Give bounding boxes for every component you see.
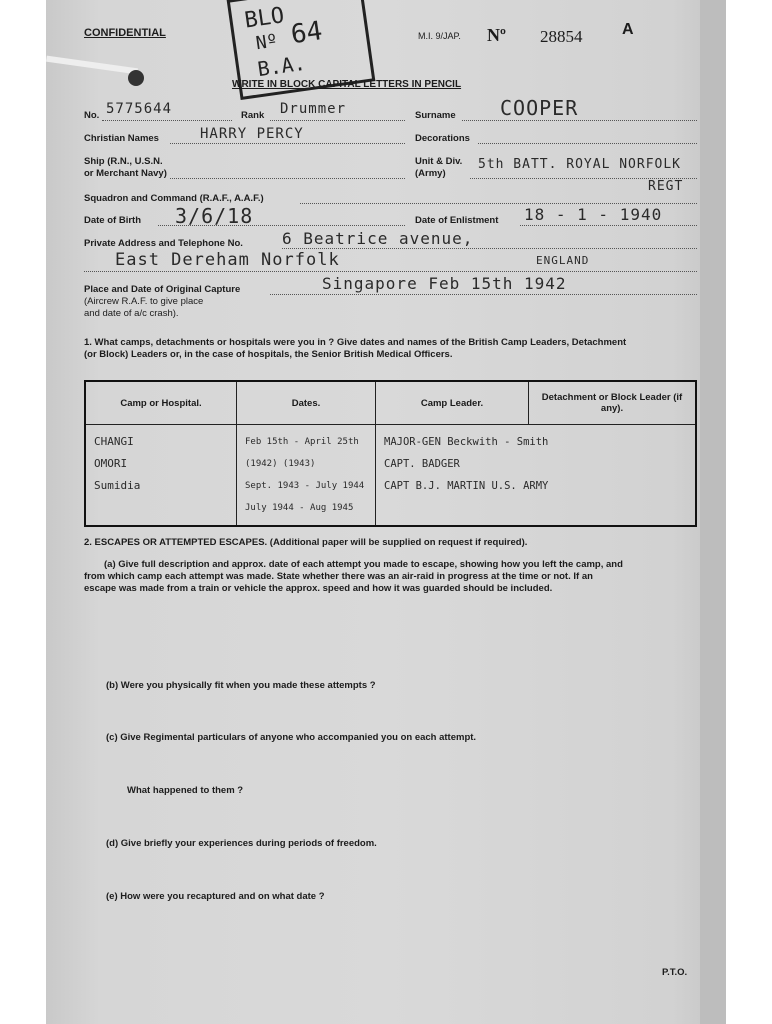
leader-cell: CAPT B.J. MARTIN U.S. ARMY bbox=[384, 480, 549, 492]
no-value: 5775644 bbox=[106, 101, 173, 117]
table-header-row bbox=[85, 381, 696, 425]
unit-value-2: REGT bbox=[648, 179, 684, 194]
decorations-label: Decorations bbox=[415, 133, 470, 144]
col-detachment: Detachment or Block Leader (if any). bbox=[529, 381, 697, 425]
stamp-line3: B.A. bbox=[255, 50, 307, 82]
form-letter: A bbox=[622, 21, 634, 38]
serial-no-label: Nº bbox=[487, 25, 506, 45]
squadron-line bbox=[300, 203, 697, 204]
unit-value: 5th BATT. ROYAL NORFOLK bbox=[478, 157, 682, 172]
question-2c: (c) Give Regimental particulars of anyone who accompanied you on each attempt. bbox=[106, 732, 477, 743]
dob-value: 3/6/18 bbox=[175, 204, 254, 228]
surname-label: Surname bbox=[415, 110, 456, 121]
ref-label: M.I. 9/JAP. bbox=[418, 31, 461, 41]
stamp-number: 64 bbox=[289, 16, 325, 51]
surname-value: COOPER bbox=[500, 96, 579, 120]
camps-table bbox=[84, 380, 697, 527]
capture-label-3: and date of a/c crash). bbox=[84, 308, 179, 319]
question-2-title: 2. ESCAPES OR ATTEMPTED ESCAPES. (Additional paper will be supplied on request if required). bbox=[84, 537, 528, 548]
no-line bbox=[102, 120, 232, 121]
dates-cell: July 1944 - Aug 1945 bbox=[245, 503, 354, 513]
capture-label-2: (Aircrew R.A.F. to give place bbox=[84, 296, 204, 307]
rank-line bbox=[270, 120, 405, 121]
capture-line bbox=[270, 294, 697, 295]
no-label: No. bbox=[84, 110, 100, 121]
unit-label: Unit & Div. bbox=[415, 156, 463, 167]
address-line bbox=[282, 248, 697, 249]
question-2d: (d) Give briefly your experiences during periods of freedom. bbox=[106, 838, 377, 849]
col-camp: Camp or Hospital. bbox=[85, 381, 237, 425]
surname-line bbox=[462, 120, 697, 121]
question-2c-followup: What happened to them ? bbox=[127, 785, 244, 796]
leader-cell: MAJOR-GEN Beckwith - Smith bbox=[384, 436, 549, 448]
rank-label: Rank bbox=[241, 110, 265, 121]
paper-edge bbox=[700, 0, 726, 1024]
address-line-2 bbox=[84, 271, 697, 272]
instruction-heading: WRITE IN BLOCK CAPITAL LETTERS IN PENCIL bbox=[232, 79, 462, 90]
capture-value: Singapore Feb 15th 1942 bbox=[322, 274, 567, 293]
stamp-line1: BLO bbox=[243, 3, 286, 34]
enlistment-label: Date of Enlistment bbox=[415, 215, 499, 226]
question-1: 1. What camps, detachments or hospitals were you in ? Give dates and names of the British Camp Leaders, Detachment bbox=[84, 337, 627, 348]
decorations-line bbox=[478, 143, 697, 144]
ship-label: Ship (R.N., U.S.N. bbox=[84, 156, 163, 167]
enlistment-value: 18 - 1 - 1940 bbox=[524, 205, 663, 224]
christian-names-value: HARRY PERCY bbox=[200, 126, 304, 142]
col-dates: Dates. bbox=[237, 381, 376, 425]
enlistment-line bbox=[520, 225, 697, 226]
table-row bbox=[85, 425, 696, 527]
unit-label-2: (Army) bbox=[415, 168, 446, 179]
col-camp-leader: Camp Leader. bbox=[376, 381, 529, 425]
ship-line bbox=[170, 178, 405, 179]
punch-hole bbox=[128, 70, 144, 86]
ship-label-2: or Merchant Navy) bbox=[84, 168, 167, 179]
address-value-2: East Dereham Norfolk bbox=[115, 250, 340, 270]
capture-label: Place and Date of Original Capture bbox=[84, 284, 241, 295]
dob-label: Date of Birth bbox=[84, 215, 141, 226]
dates-cell: Feb 15th - April 25th (1942) (1943) bbox=[245, 437, 359, 469]
address-country: ENGLAND bbox=[536, 254, 590, 267]
question-2a: (a) Give full description and approx. date of each attempt you made to escape, showing how you left the camp, and bbox=[104, 559, 623, 570]
question-2b: (b) Were you physically fit when you made these attempts ? bbox=[106, 680, 376, 691]
dates-cell: Sept. 1943 - July 1944 bbox=[245, 481, 365, 491]
camp-cell: CHANGI bbox=[94, 435, 134, 448]
rank-value: Drummer bbox=[280, 101, 347, 117]
address-label: Private Address and Telephone No. bbox=[84, 238, 243, 249]
christian-names-label: Christian Names bbox=[84, 133, 159, 144]
confidential-label: CONFIDENTIAL bbox=[84, 27, 166, 39]
question-2a-line-3: escape was made from a train or vehicle the approx. speed and how it was guarded should be included. bbox=[84, 583, 553, 594]
question-2a-line-2: from which camp each attempt was made. State whether there was an air-raid in progress at the time or not. If an bbox=[84, 571, 593, 582]
serial-number: 28854 bbox=[540, 27, 583, 46]
christian-names-line bbox=[170, 143, 405, 144]
pto-label: P.T.O. bbox=[662, 967, 688, 978]
squadron-label: Squadron and Command (R.A.F., A.A.F.) bbox=[84, 193, 264, 204]
camp-cell: OMORI bbox=[94, 457, 128, 470]
question-2e: (e) How were you recaptured and on what date ? bbox=[106, 891, 325, 902]
leader-cell: CAPT. BADGER bbox=[384, 458, 460, 470]
stamp-line2: Nº bbox=[254, 30, 279, 55]
camp-cell: Sumidia bbox=[94, 479, 141, 492]
question-1-line-2: (or Block) Leaders or, in the case of hospitals, the Senior British Medical Officers. bbox=[84, 349, 453, 360]
address-value: 6 Beatrice avenue, bbox=[282, 229, 474, 248]
